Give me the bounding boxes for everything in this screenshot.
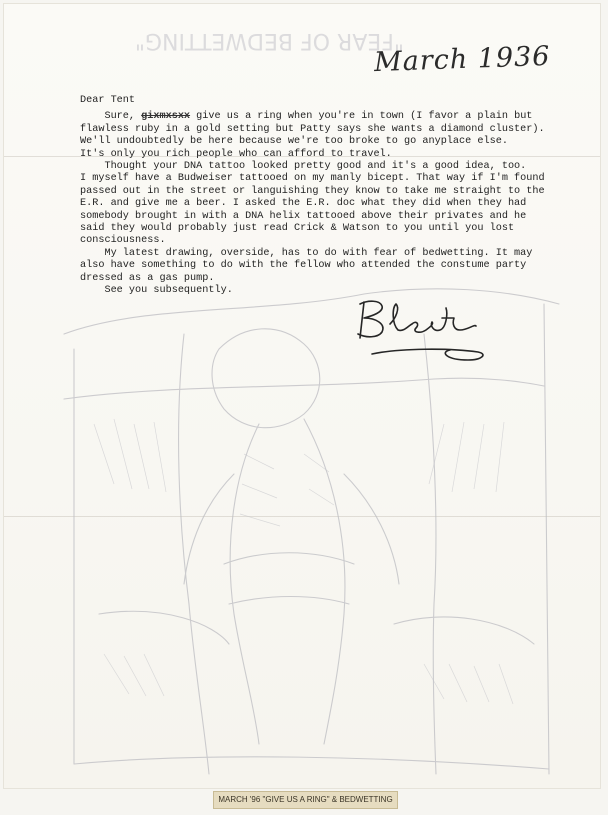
closing-line: See you subsequently. <box>80 285 233 297</box>
paragraph-1-line-1 <box>80 111 560 123</box>
sketch-stroke <box>179 334 209 774</box>
bleedthrough-title: "FEAR OF BEDWETTING" <box>134 28 404 53</box>
sketch-stroke <box>64 378 544 399</box>
sketch-stroke <box>424 334 436 774</box>
sketch-hatching <box>104 654 513 704</box>
paragraph-1-line-1-end: give us a ring when you're in town (I favor a plain but <box>190 111 533 123</box>
sketch-stroke <box>224 553 354 604</box>
salutation: Dear Tent <box>80 95 136 106</box>
paragraph-3-line-2: also have something to do with the fellow who attended the constume party <box>80 260 527 272</box>
struck-out-word: gixmxsxx <box>141 111 191 123</box>
sketch-stroke <box>212 329 320 428</box>
paragraph-3-line-3: dressed as a gas pump. <box>80 272 215 284</box>
signature-text: Blester <box>350 294 353 295</box>
signature-stroke <box>390 304 476 332</box>
paragraph-2-line-3: passed out in the street or languishing they know to take me straight to the <box>80 185 545 197</box>
paragraph-1-line-3: We'll undoubtedly be here because we're too broke to go anyplace else. <box>80 136 508 148</box>
paragraph-2-line-7: consciousness. <box>80 235 166 247</box>
signature-underline <box>372 349 483 360</box>
paragraph-2-line-6: said they would probably just read Crick & Watson to you until you lost <box>80 223 515 235</box>
typed-letter-body <box>80 95 560 298</box>
letter-sheet <box>4 4 600 788</box>
paragraph-2-line-1: Thought your DNA tattoo looked pretty good and it's a good idea, too. <box>80 161 527 173</box>
paragraph-2-line-5: somebody brought in with a DNA helix tattooed above their privates and he <box>80 210 527 222</box>
paragraph-1-line-2: flawless ruby in a gold setting but Patty says she wants a diamond cluster). <box>80 123 545 135</box>
handwritten-signature <box>350 294 500 364</box>
sketch-stroke <box>184 474 399 584</box>
sketch-hatching <box>94 419 504 492</box>
archive-label: MARCH '96 "GIVE US A RING" & BEDWETTING <box>213 791 398 809</box>
paragraph-1-line-4: It's only you rich people who can afford to travel. <box>80 148 392 160</box>
paragraph-2-line-4: E.R. and give me a beer. I asked the E.R. doc what they did when they had <box>80 198 527 210</box>
paragraph-2-line-2: I myself have a Budweiser tattooed on my manly bicept. That way if I'm found <box>80 173 545 185</box>
sketch-stroke <box>230 424 259 744</box>
sketch-stroke <box>74 757 549 769</box>
paragraph-1-start: Sure, <box>80 111 142 123</box>
signature-stroke <box>360 302 364 338</box>
sketch-stroke <box>304 419 345 744</box>
handwritten-date: March 1936 <box>373 40 551 79</box>
paragraph-3-line-1: My latest drawing, overside, has to do with fear of bedwetting. It may <box>80 247 533 259</box>
sketch-stroke <box>74 304 549 774</box>
sketch-hatching <box>240 454 334 526</box>
sketch-stroke <box>99 611 534 644</box>
